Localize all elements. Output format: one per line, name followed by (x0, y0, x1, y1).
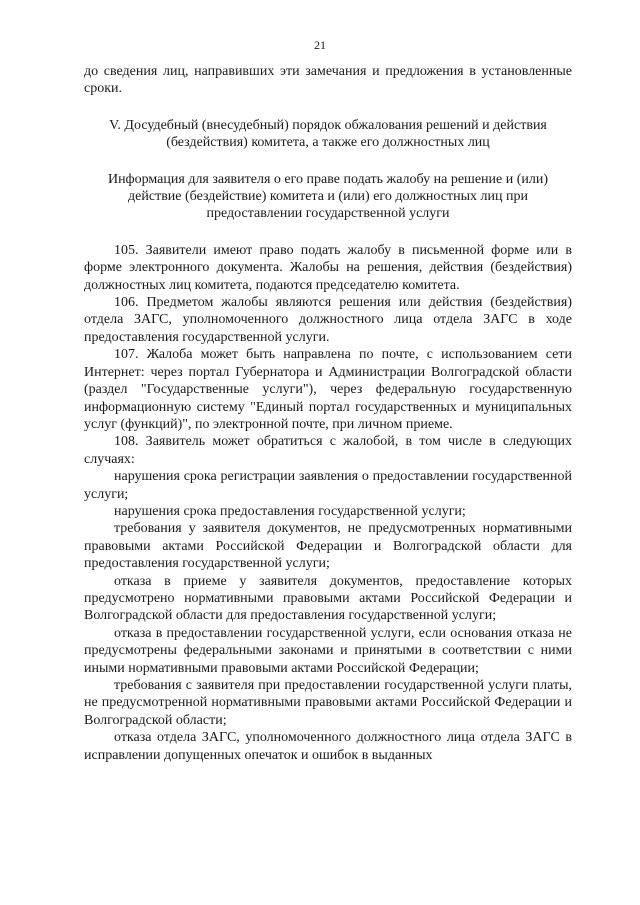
case-item-2: нарушения срока предоставления государственной услуги; (114, 503, 466, 519)
case-item-5: отказа в предоставлении государственной услуги, если основания отказа не предусмотрены федеральными законами и принятыми в соответствии с ними иными нормативными правовыми актами Российской Федерации; (84, 625, 572, 676)
info-heading: Информация для заявителя о его праве подать жалобу на решение и (или) действие (бездействие) комитета и (или) его должностных лиц при предоставлении государственной услуги (107, 171, 549, 222)
case-item-6: требования с заявителя при предоставлении государственной услуги платы, не предусмотренной нормативными правовыми актами Российской Федерации и Волгоградской области; (84, 678, 572, 728)
paragraph-107: 107. Жалоба может быть направлена по почте, с использованием сети Интернет: через портал Губернатора и Администрации Волгоградской области (раздел "Государственные услуги"), через федеральную государственную информационную систему "Единый портал государственных и муниципальных услуг (функций)", по электронной почте, при личном приеме. (84, 347, 572, 432)
paragraph-continuation: до сведения лиц, направивших эти замечания и предложения в установленные сроки. (84, 64, 572, 97)
document-body (84, 63, 572, 764)
paragraph-106: 106. Предметом жалобы являются решения или действия (бездействия) отдела ЗАГС, уполномоченного должностного лица отдела ЗАГС в ходе предоставления государственной услуги. (84, 295, 572, 345)
case-item-3: требования у заявителя документов, не предусмотренных нормативными правовыми актами Российской Федерации и Волгоградской области для предоставления государственной услуги; (84, 521, 572, 572)
paragraph-105: 105. Заявители имеют право подать жалобу в письменной форме или в форме электронного документа. Жалобы на решения, действия (бездействия) должностных лиц комитета, подаются председателю комитета. (84, 242, 572, 293)
section-heading: V. Досудебный (внесудебный) порядок обжалования решений и действия (бездействия) комитета, а также его должностных лиц (109, 117, 547, 151)
case-item-4: отказа в приеме у заявителя документов, предоставление которых предусмотрено нормативными правовыми актами Российской Федерации и Волгоградской области для предоставления государственной услуги; (84, 573, 572, 624)
page-number: 21 (314, 38, 326, 52)
case-item-7: отказа отдела ЗАГС, уполномоченного должностного лица отдела ЗАГС в исправлении допущенных опечаток и ошибок в выданных (84, 730, 572, 763)
case-item-1: нарушения срока регистрации заявления о предоставлении государственной услуги; (84, 469, 572, 502)
paragraph-108: 108. Заявитель может обратиться с жалобой, в том числе в следующих случаях: (84, 434, 572, 467)
